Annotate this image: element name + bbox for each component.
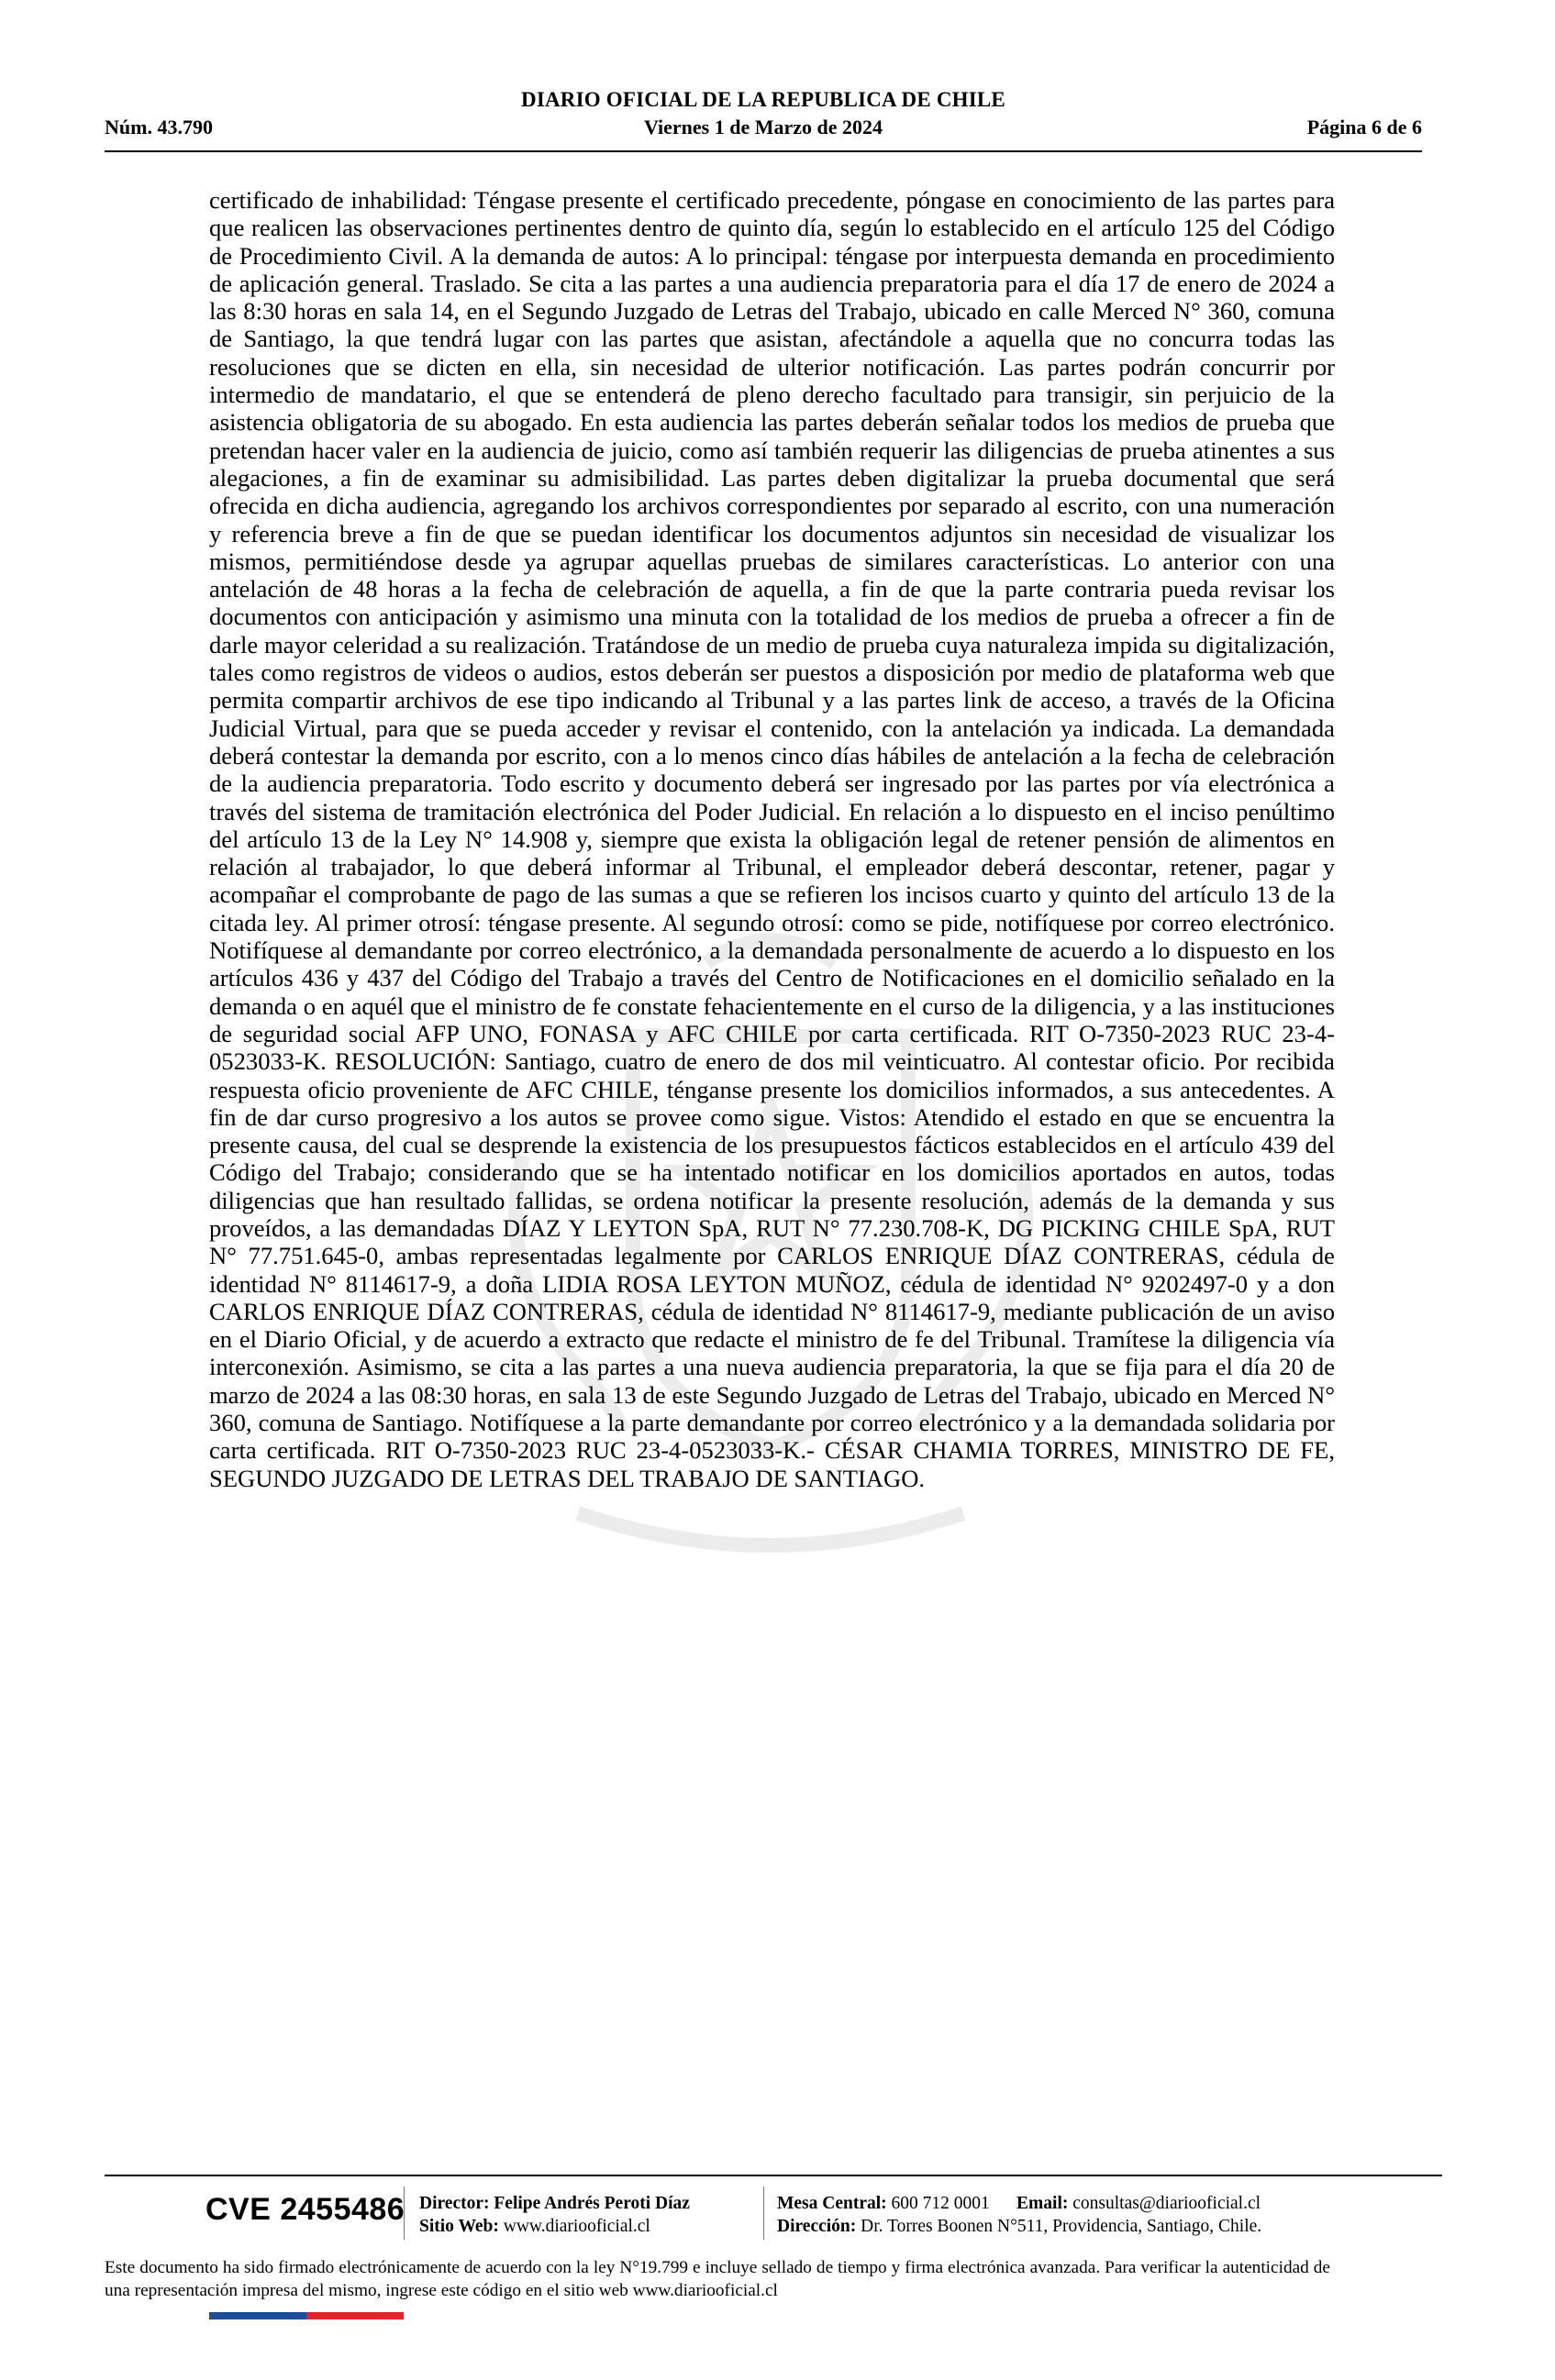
website-link[interactable]: www.diariooficial.cl [503, 2217, 650, 2236]
legal-note: Este documento ha sido firmado electrónicamente de acuerdo con la ley N°19.799 e incluye sellado de tiempo y firma electrónica avanzada. Para verificar la autenticidad de una representación impresa del mismo, ingrese este código en el sitio web www.diariooficial.cl [105, 2258, 1330, 2300]
footer-separator [404, 2186, 405, 2240]
footer-separator [763, 2186, 764, 2240]
footer-director-column [419, 2192, 690, 2238]
website-label: Sitio Web: [419, 2217, 499, 2236]
publication-title: DIARIO OFICIAL DE LA REPUBLICA DE CHILE [521, 88, 1005, 111]
flag-blue-segment [209, 2312, 306, 2319]
cve-code: CVE 2455486 [205, 2192, 405, 2227]
page-header [105, 88, 1422, 149]
director-label: Director: [419, 2194, 490, 2213]
address-label: Dirección: [777, 2217, 857, 2236]
flag-stripe [209, 2312, 404, 2319]
header-divider [105, 150, 1422, 152]
issue-number: Núm. 43.790 [105, 116, 213, 138]
email-address[interactable]: consultas@diariooficial.cl [1072, 2194, 1261, 2213]
footer-contact-column [777, 2192, 1261, 2238]
page-indicator: Página 6 de 6 [1306, 116, 1422, 138]
mesa-central-label: Mesa Central: [777, 2194, 887, 2213]
document-body [209, 186, 1335, 1492]
email-label: Email: [1016, 2194, 1069, 2213]
issue-date: Viernes 1 de Marzo de 2024 [643, 116, 883, 138]
body-paragraph: certificado de inhabilidad: Téngase presente el certificado precedente, póngase en conocimiento de las partes para que realicen las observaciones pertinentes dentro de quinto día, según lo establecido en el artículo 125 del Código de Procedimiento Civil. A la demanda de autos: A lo principal: téngase por interpuesta demanda en procedimiento de aplicación general. Traslado. Se cita a las partes a una audiencia preparatoria para el día 17 de enero de 2024 a las 8:30 horas en sala 14, en el Segundo Juzgado de Letras del Trabajo, ubicado en calle Merced N° 360, comuna de Santiago, la que tendrá lugar con las partes que asistan, afectándole a aquella que no concurra todas las resoluciones que se dicten en ella, sin necesidad de ulterior notificación. Las partes podrán concurrir por intermedio de mandatario, el que se entenderá de pleno derecho facultado para transigir, sin perjuicio de la asistencia obligatoria de su abogado. En esta audiencia las partes deberán señalar todos los medios de prueba que pretendan hacer valer en la audiencia de juicio, como así también requerir las diligencias de prueba atinentes a sus alegaciones, a fin de examinar su admisibilidad. Las partes deben digitalizar la prueba documental que será ofrecida en dicha audiencia, agregando los archivos correspondientes por separado al escrito, con una numeración y referencia breve a fin de que se puedan identificar los documentos adjuntos sin necesidad de visualizar los mismos, permitiéndose desde ya agrupar aquellas pruebas de similares características. Lo anterior con una antelación de 48 horas a la fecha de celebración de aquella, a fin de que la parte contraria pueda revisar los documentos con anticipación y asimismo una minuta con la totalidad de los medios de prueba a ofrecer a fin de darle mayor celeridad a su realización. Tratándose de un medio de prueba cuya naturaleza impida su digitalización, tales como registros de videos o audios, estos deberán ser puestos a disposición por medio de plataforma web que permita compartir archivos de ese tipo indicando al Tribunal y a las partes link de acceso, a través de la Oficina Judicial Virtual, para que se pueda acceder y revisar el contenido, con la antelación ya indicada. La demandada deberá contestar la demanda por escrito, con a lo menos cinco días hábiles de antelación a la fecha de celebración de la audiencia preparatoria. Todo escrito y documento deberá ser ingresado por las partes por vía electrónica a través del sistema de tramitación electrónica del Poder Judicial. En relación a lo dispuesto en el inciso penúltimo del artículo 13 de la Ley N° 14.908 y, siempre que exista la obligación legal de retener pensión de alimentos en relación al trabajador, lo que deberá informar al Tribunal, el empleador deberá descontar, retener, pagar y acompañar el comprobante de pago de las sumas a que se refieren los incisos cuarto y quinto del artículo 13 de la citada ley. Al primer otrosí: téngase presente. Al segundo otrosí: como se pide, notifíquese por correo electrónico. Notifíquese al demandante por correo electrónico, a la demandada personalmente de acuerdo a lo dispuesto en los artículos 436 y 437 del Código del Trabajo a través del Centro de Notificaciones en el domicilio señalado en la demanda o en aquél que el ministro de fe constate fehacientemente en el curso de la diligencia, y a las instituciones de seguridad social AFP UNO, FONASA y AFC CHILE por carta certificada. RIT O-7350-2023 RUC 23-4-0523033-K. RESOLUCIÓN: Santiago, cuatro de enero de dos mil veinticuatro. Al contestar oficio. Por recibida respuesta oficio proveniente de AFC CHILE, ténganse presente los domicilios informados, a sus antecedentes. A fin de dar curso progresivo a los autos se provee como sigue. Vistos: Atendido el estado en que se encuentra la presente causa, del cual se desprende la existencia de los presupuestos fácticos establecidos en el artículo 439 del Código del Trabajo; considerando que se ha intentado notificar en los domicilios aportados en autos, todas diligencias que han resultado fallidas, se ordena notificar la presente resolución, además de la demanda y sus proveídos, a las demandadas DÍAZ Y LEYTON SpA, RUT N° 77.230.708-K, DG PICKING CHILE SpA, RUT N° 77.751.645-0, ambas representadas legalmente por CARLOS ENRIQUE DÍAZ CONTRERAS, cédula de identidad N° 8114617-9, a doña LIDIA ROSA LEYTON MUÑOZ, cédula de identidad N° 9202497-0 y a don CARLOS ENRIQUE DÍAZ CONTRERAS, cédula de identidad N° 8114617-9, mediante publicación de un aviso en el Diario Oficial, y de acuerdo a extracto que redacte el ministro de fe del Tribunal. Tramítese la diligencia vía interconexión. Asimismo, se cita a las partes a una nueva audiencia preparatoria, la que se fija para el día 20 de marzo de 2024 a las 08:30 horas, en sala 13 de este Segundo Juzgado de Letras del Trabajo, ubicado en Merced N° 360, comuna de Santiago. Notifíquese a la parte demandante por correo electrónico y a la demandada solidaria por carta certificada. RIT O-7350-2023 RUC 23-4-0523033-K.- CÉSAR CHAMIA TORRES, MINISTRO DE FE, SEGUNDO JUZGADO DE LETRAS DEL TRABAJO DE SANTIAGO. [209, 186, 1335, 1492]
footer [105, 2181, 1442, 2251]
mesa-central-phone: 600 712 0001 [891, 2194, 990, 2213]
footer-divider [105, 2175, 1442, 2176]
address-value: Dr. Torres Boonen N°511, Providencia, Santiago, Chile. [861, 2217, 1262, 2236]
flag-red-segment [306, 2312, 404, 2319]
director-name: Felipe Andrés Peroti Díaz [494, 2194, 690, 2213]
